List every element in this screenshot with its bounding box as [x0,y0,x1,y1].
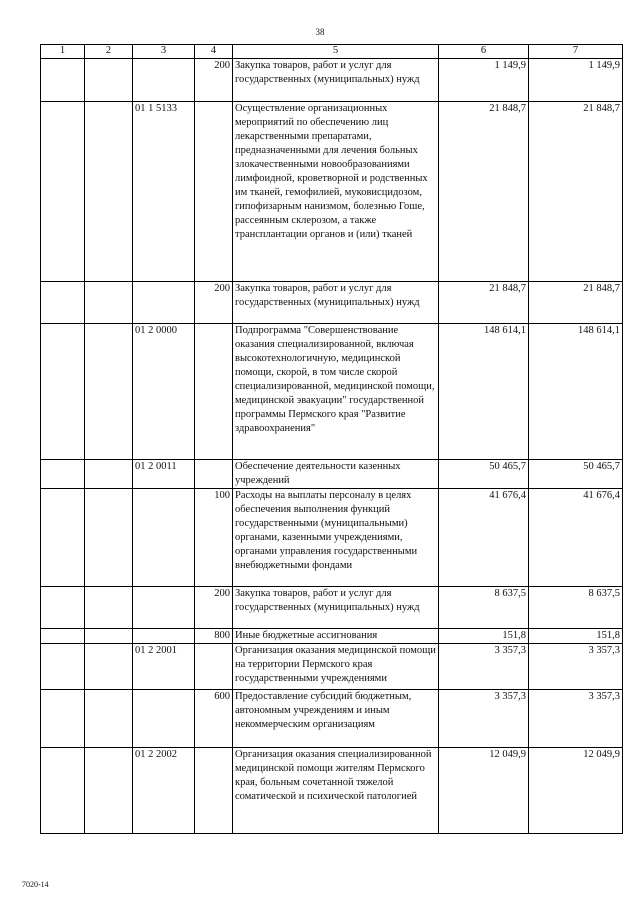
cell-c3: 01 2 2001 [133,644,195,690]
cell-c2 [85,489,133,587]
cell-c5: Закупка товаров, работ и услуг для государственных (муниципальных) нужд [233,282,439,324]
cell-c3 [133,59,195,102]
cell-c5: Иные бюджетные ассигнования [233,629,439,644]
header-col-6: 6 [439,45,529,59]
cell-c2 [85,59,133,102]
cell-c2 [85,102,133,282]
header-col-7: 7 [529,45,623,59]
cell-c4: 200 [195,587,233,629]
cell-c6: 21 848,7 [439,102,529,282]
cell-c3 [133,587,195,629]
cell-c2 [85,460,133,489]
cell-c7: 21 848,7 [529,282,623,324]
cell-c7: 21 848,7 [529,102,623,282]
cell-c4 [195,748,233,834]
table-row [41,282,623,324]
cell-c3: 01 2 0011 [133,460,195,489]
header-row [41,45,623,59]
cell-c5: Осуществление организационных мероприятий по обеспечению лиц лекарственными препаратами, предназначенными для лечения больных злокачественными новообразованиями лимфоидной, кроветворной и родственных им тканей, гемофилией, муковисцидозом, гипофизарным нанизмом, болезнью Гоше, рассеянным склерозом, а также трансплантации органов и (или) тканей [233,102,439,282]
cell-c7: 41 676,4 [529,489,623,587]
cell-c4 [195,102,233,282]
cell-c4 [195,460,233,489]
table-row [41,59,623,102]
cell-c7: 148 614,1 [529,324,623,460]
cell-c3 [133,489,195,587]
cell-c7: 1 149,9 [529,59,623,102]
header-col-3: 3 [133,45,195,59]
cell-c2 [85,629,133,644]
cell-c6: 8 637,5 [439,587,529,629]
cell-c2 [85,690,133,748]
cell-c5: Закупка товаров, работ и услуг для государственных (муниципальных) нужд [233,59,439,102]
cell-c1 [41,489,85,587]
cell-c1 [41,587,85,629]
cell-c6: 148 614,1 [439,324,529,460]
cell-c3 [133,690,195,748]
table-row [41,324,623,460]
cell-c1 [41,59,85,102]
cell-c4: 800 [195,629,233,644]
cell-c7: 151,8 [529,629,623,644]
header-col-5: 5 [233,45,439,59]
cell-c4: 100 [195,489,233,587]
header-col-1: 1 [41,45,85,59]
cell-c4 [195,644,233,690]
table-row [41,748,623,834]
cell-c5: Организация оказания специализированной медицинской помощи жителям Пермского края, больным сочетанной тяжелой соматической и психической патологией [233,748,439,834]
page-number: 38 [315,27,325,37]
cell-c5: Обеспечение деятельности казенных учреждений [233,460,439,489]
table-row [41,587,623,629]
cell-c4: 600 [195,690,233,748]
cell-c1 [41,690,85,748]
cell-c4 [195,324,233,460]
cell-c3: 01 2 2002 [133,748,195,834]
cell-c6: 12 049,9 [439,748,529,834]
cell-c5: Подпрограмма "Совершенствование оказания специализированной, включая высокотехнологичную, медицинской помощи, скорой, в том числе скорой специализированной, медицинской помощи, медицинской эвакуации" государственной программы Пермского края "Развитие здравоохранения" [233,324,439,460]
cell-c2 [85,282,133,324]
cell-c2 [85,324,133,460]
cell-c1 [41,282,85,324]
cell-c1 [41,629,85,644]
cell-c3: 01 1 5133 [133,102,195,282]
cell-c1 [41,460,85,489]
cell-c3: 01 2 0000 [133,324,195,460]
cell-c1 [41,102,85,282]
cell-c7: 50 465,7 [529,460,623,489]
table-row [41,690,623,748]
cell-c6: 21 848,7 [439,282,529,324]
table-row [41,489,623,587]
table-row [41,629,623,644]
cell-c3 [133,629,195,644]
cell-c1 [41,748,85,834]
footer-code: 7020-14 [22,880,49,889]
cell-c2 [85,644,133,690]
cell-c6: 3 357,3 [439,690,529,748]
cell-c6: 50 465,7 [439,460,529,489]
cell-c7: 3 357,3 [529,690,623,748]
header-col-2: 2 [85,45,133,59]
cell-c7: 8 637,5 [529,587,623,629]
cell-c5: Организация оказания медицинской помощи на территории Пермского края государственными учреждениями [233,644,439,690]
cell-c6: 1 149,9 [439,59,529,102]
cell-c5: Расходы на выплаты персоналу в целях обеспечения выполнения функций государственными (муниципальными) органами, казенными учреждениями, органами управления государственными внебюджетными фондами [233,489,439,587]
cell-c4: 200 [195,282,233,324]
table-row [41,102,623,282]
table-row [41,460,623,489]
cell-c7: 3 357,3 [529,644,623,690]
cell-c4: 200 [195,59,233,102]
cell-c6: 3 357,3 [439,644,529,690]
cell-c5: Закупка товаров, работ и услуг для государственных (муниципальных) нужд [233,587,439,629]
cell-c3 [133,282,195,324]
header-col-4: 4 [195,45,233,59]
cell-c1 [41,324,85,460]
cell-c2 [85,748,133,834]
cell-c7: 12 049,9 [529,748,623,834]
cell-c6: 151,8 [439,629,529,644]
table-row [41,644,623,690]
cell-c2 [85,587,133,629]
cell-c6: 41 676,4 [439,489,529,587]
cell-c5: Предоставление субсидий бюджетным, автономным учреждениям и иным некоммерческим организациям [233,690,439,748]
budget-table [40,44,623,834]
cell-c1 [41,644,85,690]
